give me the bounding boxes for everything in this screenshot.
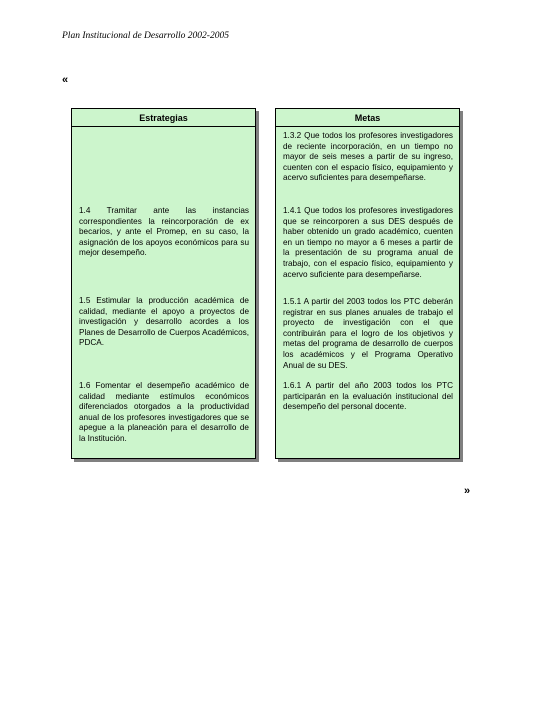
estrategia-item: 1.5 Estimular la producción académica de calidad, mediante el apoyo a proyectos de investigación y desarrollo acordes a los Planes de Desarrollo de Cuerpos Académicos, PDCA.	[79, 296, 249, 348]
meta-item: 1.4.1 Que todos los profesores investigadores que se reincorporen a sus DES después de haber obtenido un grado académico, cuenten en un tiempo no mayor a 6 meses a partir de la presentación de su programa anual de trabajo, con el espacio físico, equipamiento y acervo suficiente para desempeñarse.	[283, 206, 453, 279]
meta-item: 1.3.2 Que todos los profesores investigadores de reciente incorporación, en un tiempo no mayor de seis meses a partir de su ingreso, cuenten con el espacio físico, equipamiento y acervo suficientes para desempeñarse.	[283, 131, 453, 183]
divider	[276, 126, 459, 127]
metas-title: Metas	[354, 113, 381, 123]
estrategias-panel	[71, 108, 256, 459]
estrategia-item: 1.6 Fomentar el desempeño académico de calidad mediante estímulos económicos diferenciados otorgados a la productividad anual de los profesores investigadores que se apegue a la planeación para el desarrollo de la Institución.	[79, 381, 249, 443]
next-page-icon[interactable]: »	[464, 485, 471, 497]
meta-item: 1.6.1 A partir del año 2003 todos los PTC participarán en la evaluación institucional del desempeño del personal docente.	[283, 381, 453, 412]
estrategia-item: 1.4 Tramitar ante las instancias correspondientes la reincorporación de ex becarios, y ante el Promep, en su caso, la asignación de los apoyos económicos para su mejor desempeño.	[79, 206, 249, 258]
meta-item: 1.5.1 A partir del 2003 todos los PTC deberán registrar en sus planes anuales de trabajo el proyecto de investigación con el que contribuirán para el logro de los objetivos y metas del programa de desarrollo de cuerpos los académicos y el Programa Operativo Anual de su DES.	[283, 297, 453, 370]
divider	[72, 126, 255, 127]
previous-page-icon[interactable]: «	[62, 74, 69, 86]
estrategias-title: Estrategias	[139, 113, 188, 123]
document-header: Plan Institucional de Desarrollo 2002-2005	[62, 31, 229, 41]
metas-panel	[275, 108, 460, 459]
